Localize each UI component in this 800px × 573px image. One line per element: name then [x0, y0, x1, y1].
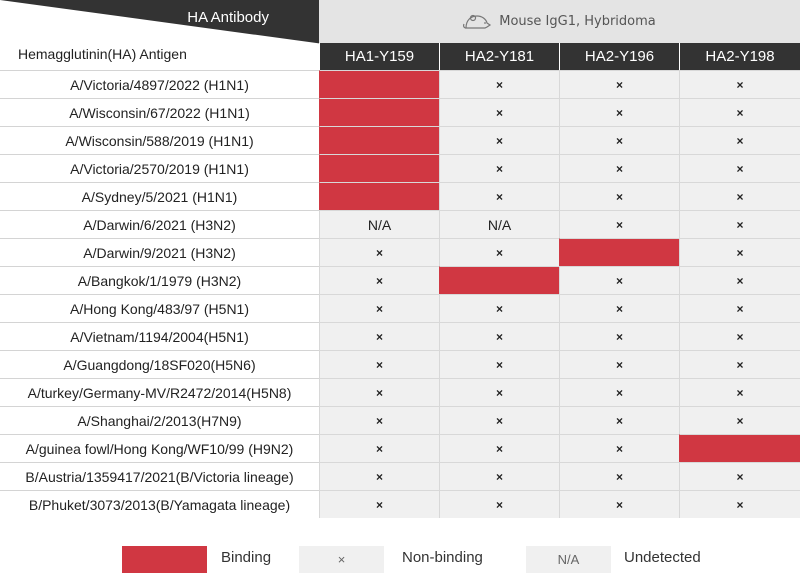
- non-binding-cell: [319, 434, 439, 462]
- legend-swatch-binding: [122, 546, 207, 573]
- non-binding-mark: ×: [495, 161, 503, 176]
- non-binding-mark: ×: [615, 301, 623, 316]
- non-binding-mark: ×: [495, 441, 503, 456]
- non-binding-cell: [439, 350, 559, 378]
- non-binding-cell: [439, 490, 559, 518]
- undetected-cell: N/A: [319, 210, 439, 238]
- non-binding-mark: ×: [375, 413, 383, 428]
- non-binding-cell: [559, 406, 679, 434]
- column-header-ha2-y181: HA2-Y181: [439, 43, 559, 70]
- non-binding-cell: [679, 490, 800, 518]
- legend-label-undetected: Undetected: [624, 549, 701, 566]
- non-binding-mark: ×: [375, 245, 383, 260]
- non-binding-mark: ×: [495, 357, 503, 372]
- binding-cell: [559, 238, 679, 266]
- undetected-cell: N/A: [439, 210, 559, 238]
- non-binding-mark: ×: [495, 133, 503, 148]
- non-binding-cell: [679, 70, 800, 98]
- antigen-label: A/Wisconsin/588/2019 (H1N1): [0, 126, 319, 154]
- non-binding-mark: ×: [736, 413, 744, 428]
- non-binding-cell: [559, 98, 679, 126]
- host-info-header: [319, 0, 800, 43]
- non-binding-mark: ×: [615, 357, 623, 372]
- binding-cell: [319, 154, 439, 182]
- antigen-label: A/Victoria/4897/2022 (H1N1): [0, 70, 319, 98]
- legend-label-binding: Binding: [221, 549, 272, 566]
- non-binding-cell: [439, 294, 559, 322]
- non-binding-mark: ×: [375, 301, 383, 316]
- non-binding-mark: ×: [495, 189, 503, 204]
- table-corner-header: [0, 0, 319, 70]
- non-binding-mark: ×: [736, 77, 744, 92]
- non-binding-cell: [559, 210, 679, 238]
- antigen-label: A/Victoria/2570/2019 (H1N1): [0, 154, 319, 182]
- non-binding-cell: [679, 266, 800, 294]
- non-binding-cell: [439, 378, 559, 406]
- legend-label-non-binding: Non-binding: [402, 549, 483, 566]
- antigen-label: A/Shanghai/2/2013(H7N9): [0, 406, 319, 434]
- non-binding-mark: ×: [375, 357, 383, 372]
- antigen-label: A/Darwin/9/2021 (H3N2): [0, 238, 319, 266]
- antigen-label: A/Vietnam/1194/2004(H5N1): [0, 322, 319, 350]
- non-binding-mark: ×: [495, 469, 503, 484]
- non-binding-mark: ×: [615, 329, 623, 344]
- non-binding-cell: [679, 210, 800, 238]
- non-binding-mark: ×: [495, 385, 503, 400]
- binding-cell: [319, 126, 439, 154]
- non-binding-mark: ×: [495, 413, 503, 428]
- non-binding-cell: [559, 70, 679, 98]
- non-binding-cell: [679, 238, 800, 266]
- non-binding-cell: [439, 70, 559, 98]
- antigen-label: A/Bangkok/1/1979 (H3N2): [0, 266, 319, 294]
- antigen-label: A/Guangdong/18SF020(H5N6): [0, 350, 319, 378]
- non-binding-cell: [319, 406, 439, 434]
- non-binding-cell: [439, 182, 559, 210]
- mouse-icon: [463, 13, 493, 31]
- non-binding-mark: ×: [375, 329, 383, 344]
- non-binding-mark: ×: [495, 497, 503, 512]
- non-binding-mark: ×: [736, 329, 744, 344]
- non-binding-mark: ×: [615, 133, 623, 148]
- non-binding-cell: [559, 266, 679, 294]
- non-binding-cell: [679, 462, 800, 490]
- legend-swatch-undetected: N/A: [526, 546, 611, 573]
- non-binding-cell: [559, 154, 679, 182]
- antigen-label: B/Phuket/3073/2013(B/Yamagata lineage): [0, 490, 319, 518]
- non-binding-cell: [319, 238, 439, 266]
- antigen-label: A/turkey/Germany-MV/R2472/2014(H5N8): [0, 378, 319, 406]
- non-binding-cell: [319, 462, 439, 490]
- non-binding-mark: ×: [736, 273, 744, 288]
- non-binding-mark: ×: [375, 469, 383, 484]
- non-binding-mark: ×: [736, 245, 744, 260]
- binding-cell: [439, 266, 559, 294]
- non-binding-mark: ×: [615, 105, 623, 120]
- non-binding-mark: ×: [736, 469, 744, 484]
- non-binding-mark: ×: [736, 357, 744, 372]
- non-binding-mark: ×: [615, 385, 623, 400]
- non-binding-mark: ×: [375, 273, 383, 288]
- non-binding-mark: ×: [495, 105, 503, 120]
- antigen-label: A/Sydney/5/2021 (H1N1): [0, 182, 319, 210]
- non-binding-cell: [559, 182, 679, 210]
- non-binding-mark: ×: [736, 161, 744, 176]
- non-binding-cell: [319, 266, 439, 294]
- non-binding-mark: ×: [615, 273, 623, 288]
- non-binding-mark: ×: [736, 301, 744, 316]
- non-binding-cell: [319, 490, 439, 518]
- non-binding-mark: ×: [736, 133, 744, 148]
- non-binding-cell: [679, 378, 800, 406]
- non-binding-cell: [679, 406, 800, 434]
- non-binding-cell: [679, 182, 800, 210]
- antigen-label: A/Darwin/6/2021 (H3N2): [0, 210, 319, 238]
- non-binding-cell: [439, 462, 559, 490]
- binding-cell: [319, 70, 439, 98]
- non-binding-cell: [559, 126, 679, 154]
- antigen-header-label: Hemagglutinin(HA) Antigen: [18, 46, 187, 62]
- non-binding-mark: ×: [495, 245, 503, 260]
- binding-cell: [319, 98, 439, 126]
- non-binding-mark: ×: [375, 497, 383, 512]
- binding-cell: [679, 434, 800, 462]
- non-binding-cell: [559, 490, 679, 518]
- non-binding-cell: [319, 322, 439, 350]
- non-binding-mark: ×: [495, 329, 503, 344]
- non-binding-mark: ×: [736, 105, 744, 120]
- antigen-label: A/Hong Kong/483/97 (H5N1): [0, 294, 319, 322]
- non-binding-cell: [439, 98, 559, 126]
- non-binding-mark: ×: [615, 189, 623, 204]
- non-binding-mark: ×: [615, 413, 623, 428]
- non-binding-cell: [319, 378, 439, 406]
- antigen-label: A/guinea fowl/Hong Kong/WF10/99 (H9N2): [0, 434, 319, 462]
- column-header-ha1-y159: HA1-Y159: [319, 43, 439, 70]
- non-binding-cell: [439, 406, 559, 434]
- non-binding-mark: ×: [615, 469, 623, 484]
- non-binding-mark: ×: [375, 441, 383, 456]
- non-binding-cell: [559, 350, 679, 378]
- non-binding-cell: [559, 294, 679, 322]
- non-binding-mark: ×: [615, 161, 623, 176]
- legend-swatch-non-binding: ×: [299, 546, 384, 573]
- non-binding-mark: ×: [615, 217, 623, 232]
- non-binding-cell: [679, 98, 800, 126]
- non-binding-mark: ×: [615, 77, 623, 92]
- binding-cell: [319, 182, 439, 210]
- non-binding-cell: [679, 294, 800, 322]
- non-binding-cell: [439, 126, 559, 154]
- non-binding-cell: [679, 350, 800, 378]
- non-binding-mark: ×: [615, 441, 623, 456]
- non-binding-cell: [319, 350, 439, 378]
- non-binding-cell: [679, 126, 800, 154]
- non-binding-cell: [679, 154, 800, 182]
- column-header-ha2-y198: HA2-Y198: [679, 43, 800, 70]
- non-binding-cell: [439, 434, 559, 462]
- non-binding-cell: [439, 322, 559, 350]
- non-binding-cell: [559, 322, 679, 350]
- non-binding-mark: ×: [615, 497, 623, 512]
- column-header-ha2-y196: HA2-Y196: [559, 43, 679, 70]
- non-binding-cell: [679, 322, 800, 350]
- antibody-header-label: HA Antibody: [187, 9, 269, 26]
- host-label: Mouse IgG1, Hybridoma: [499, 14, 656, 29]
- non-binding-cell: [439, 154, 559, 182]
- antigen-label: B/Austria/1359417/2021(B/Victoria lineage): [0, 462, 319, 490]
- non-binding-mark: ×: [736, 385, 744, 400]
- non-binding-mark: ×: [736, 217, 744, 232]
- non-binding-cell: [439, 238, 559, 266]
- non-binding-mark: ×: [736, 497, 744, 512]
- non-binding-cell: [319, 294, 439, 322]
- non-binding-cell: [559, 462, 679, 490]
- non-binding-mark: ×: [375, 385, 383, 400]
- non-binding-cell: [559, 378, 679, 406]
- non-binding-mark: ×: [736, 189, 744, 204]
- non-binding-mark: ×: [495, 301, 503, 316]
- non-binding-cell: [559, 434, 679, 462]
- antigen-label: A/Wisconsin/67/2022 (H1N1): [0, 98, 319, 126]
- non-binding-mark: ×: [495, 77, 503, 92]
